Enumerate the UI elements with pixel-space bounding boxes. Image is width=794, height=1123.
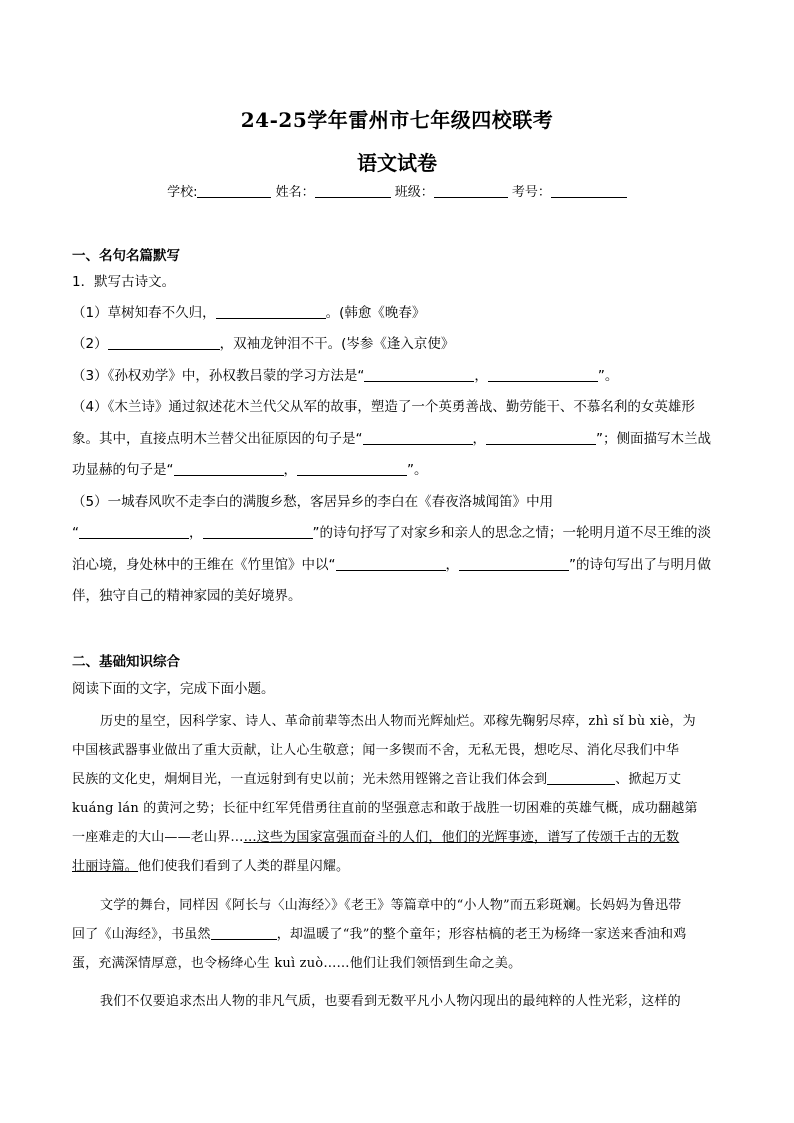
item-2-text-a: （2） xyxy=(72,336,108,352)
passage-p1-line-3 xyxy=(72,768,724,787)
class-field[interactable] xyxy=(434,184,508,198)
section2-heading: 二、基础知识综合 xyxy=(72,654,180,670)
item-4-text-e: ”。 xyxy=(407,462,428,478)
section2-instruction: 阅读下面的文字，完成下面小题。 xyxy=(72,681,275,697)
item-3-comma: ， xyxy=(474,368,488,384)
passage-p3-line-1: 我们不仅要追求杰出人物的非凡气质，也要看到无数平凡小人物闪现出的最纯粹的人性光彩，这样的 xyxy=(100,994,681,1009)
item-3-blank-2[interactable] xyxy=(488,368,598,382)
name-label: 姓名： xyxy=(275,185,315,200)
item-4-text-d: 功显赫的句子是“ xyxy=(72,462,174,478)
passage-p1-line-6 xyxy=(72,855,724,874)
item-5-line-1: （5）一城春风吹不走李白的满腹乡愁，客居异乡的李白在《春夜洛城闻笛》中用 xyxy=(72,494,554,510)
item-2-text-b: ，双袖龙钟泪不干。(岑参《逢入京使》 xyxy=(219,336,455,352)
item-5-text-d: 泊心境，身处林中的王维在《竹里馆》中以“ xyxy=(72,557,336,573)
passage-p1-line-6-text-b: 他们使我们看到了人类的群星闪耀。 xyxy=(138,859,350,874)
passage-p2-line-2-text-b: ，却温暖了“我”的整个童年；形容枯槁的老王为杨绛一家送来香油和鸡 xyxy=(276,927,687,942)
passage-p1-line-2: 中国核武器事业做出了重大贡献，让人心生敬意；闻一多锲而不舍，无私无畏，想吃尽、消化尽我们中华 xyxy=(72,743,680,758)
question-1: 1．默写古诗文。 xyxy=(72,274,176,290)
number-field[interactable] xyxy=(551,184,627,198)
passage-underlined-sentence-1: …这些为国家富强而奋斗的人们，他们的光辉事迹，谱写了传颂千古的无数 xyxy=(243,830,680,845)
passage-p1-line-5-text-a: 一座难走的大山——老山界… xyxy=(72,830,244,845)
passage-p1-line-3-text-b: 、掀起万丈 xyxy=(615,772,682,787)
passage-p1-line-3-text: 民族的文化史，炯炯目光，一直远射到有史以前；光未然用铿锵之音让我们体会到 xyxy=(72,772,548,787)
item-5-comma-1: ， xyxy=(189,525,203,541)
item-4-text-a: 象。其中，直接点明木兰替父出征原因的句子是“ xyxy=(72,431,363,447)
item-4-line-2 xyxy=(72,427,732,447)
passage-p1-line-5 xyxy=(72,826,724,845)
item-5-text-e: ”的诗句写出了与明月做 xyxy=(569,557,711,573)
passage-p1-line-4: kuáng lán 的黄河之势；长征中红军凭借勇往直前的坚强意志和敢于战胜一切困难的英雄气概，成功翻越第 xyxy=(72,801,698,816)
name-field[interactable] xyxy=(315,184,391,198)
item-4-line-3 xyxy=(72,458,732,478)
school-label: 学校: xyxy=(167,185,198,200)
item-5-blank-1[interactable] xyxy=(79,525,189,539)
item-4-blank-2[interactable] xyxy=(486,431,596,445)
school-field[interactable] xyxy=(197,184,271,198)
item-1-blank[interactable] xyxy=(216,305,326,319)
item-5-comma-2: ， xyxy=(445,557,459,573)
student-info-row xyxy=(0,181,794,200)
item-4-text-c: ”；侧面描写木兰战 xyxy=(596,431,711,447)
item-1-text-a: （1）草树知春不久归， xyxy=(72,305,216,321)
passage-blank-2[interactable] xyxy=(211,926,277,940)
item-1-text-b: 。(韩愈《晚春》 xyxy=(325,305,426,321)
passage-p1-line-1: 历史的星空，因科学家、诗人、革命前辈等杰出人物而光辉灿烂。邓稼先鞠躬尽瘁，zhì sǐ bù xiè，为 xyxy=(100,714,696,729)
item-1 xyxy=(72,301,732,321)
item-2-blank[interactable] xyxy=(108,336,220,350)
page-subtitle: 语文试卷 xyxy=(357,151,437,175)
item-5-blank-4[interactable] xyxy=(459,557,569,571)
passage-p2-line-2 xyxy=(72,923,724,942)
passage-p2-line-3: 蛋，充满深情厚意，也令杨绛心生 kuì zuò……他们让我们领悟到生命之美。 xyxy=(72,956,522,971)
passage-blank-1[interactable] xyxy=(547,771,615,785)
item-5-line-3 xyxy=(72,553,732,573)
number-label: 考号： xyxy=(511,185,551,200)
item-5-blank-3[interactable] xyxy=(336,557,446,571)
item-5-blank-2[interactable] xyxy=(203,525,313,539)
passage-underlined-sentence-2: 壮丽诗篇。 xyxy=(72,859,139,874)
item-4-blank-4[interactable] xyxy=(297,462,407,476)
class-label: 班级： xyxy=(394,185,434,200)
item-3-text-a: （3）《孙权劝学》中，孙权教吕蒙的学习方法是“ xyxy=(72,368,365,384)
item-2 xyxy=(72,332,732,352)
item-5-text-c: ”的诗句抒写了对家乡和亲人的思念之情；一轮明月道不尽王维的淡 xyxy=(312,525,711,541)
item-5-quote-open: “ xyxy=(72,525,79,541)
item-5-line-4: 伴，独守自己的精神家园的美好境界。 xyxy=(72,588,302,604)
item-4-blank-1[interactable] xyxy=(363,431,473,445)
passage-p2-line-1: 文学的舞台，同样因《阿长与〈山海经〉》《老王》等篇章中的“小人物”而五彩斑斓。长妈妈为鲁迅带 xyxy=(100,898,682,913)
item-4-comma-2: ， xyxy=(283,462,297,478)
section1-heading: 一、名句名篇默写 xyxy=(72,248,180,264)
item-4-line-1: （4）《木兰诗》通过叙述花木兰代父从军的故事，塑造了一个英勇善战、勤劳能干、不慕名利的女英雄形 xyxy=(72,399,695,415)
item-4-comma-1: ， xyxy=(472,431,486,447)
item-5-line-2 xyxy=(72,521,732,541)
item-3 xyxy=(72,364,732,384)
item-4-blank-3[interactable] xyxy=(174,462,284,476)
item-3-text-c: ”。 xyxy=(597,368,619,384)
passage-p2-line-2-text-a: 回了《山海经》，书虽然 xyxy=(72,927,211,942)
item-3-blank-1[interactable] xyxy=(364,368,474,382)
page-title: 24-25学年雷州市七年级四校联考 xyxy=(240,108,554,132)
